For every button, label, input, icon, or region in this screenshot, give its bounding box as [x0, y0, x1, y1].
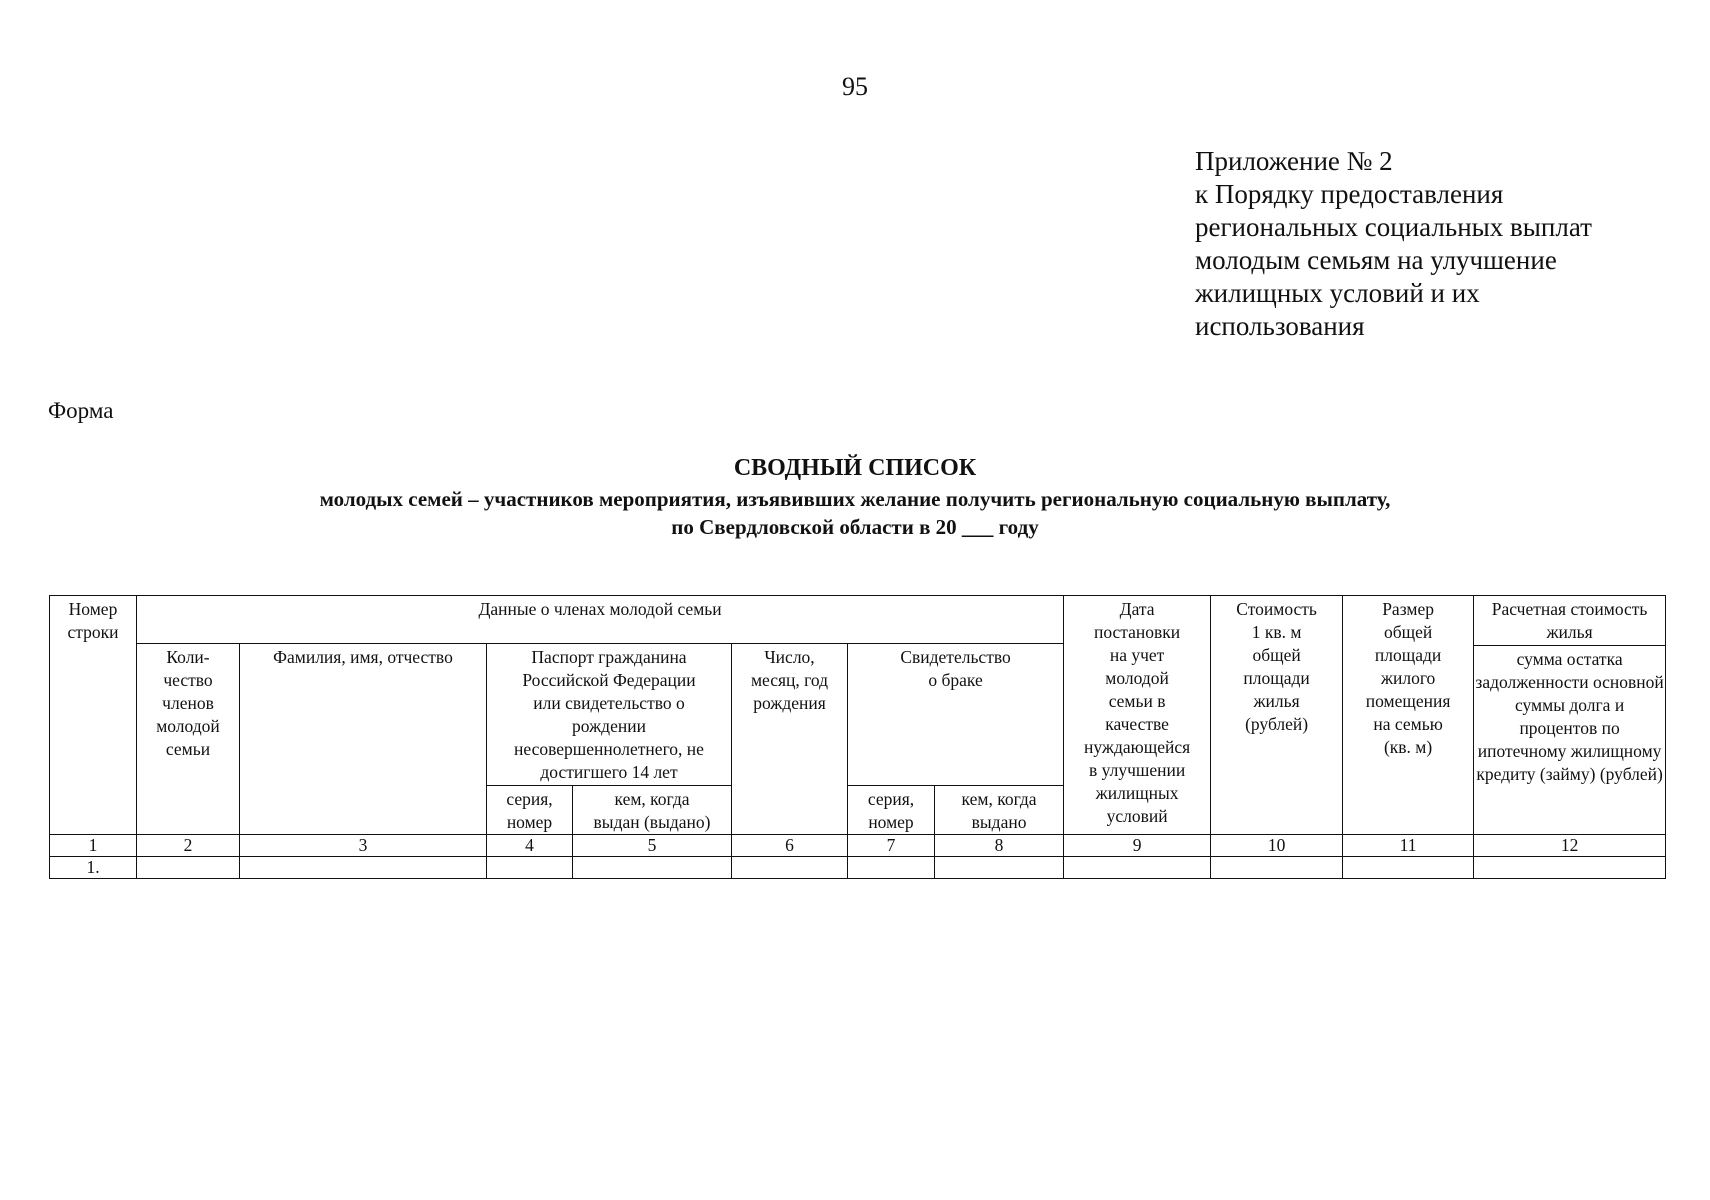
column-number: 6	[732, 835, 848, 857]
table-row	[50, 857, 1666, 879]
registration-date-cell[interactable]	[1064, 857, 1211, 879]
appendix-line: региональных социальных выплат	[1195, 212, 1592, 242]
appendix-note	[1195, 145, 1592, 343]
header-estimated-cost	[1474, 596, 1666, 835]
header-family-data: Данные о членах молодой семьи	[137, 596, 1064, 644]
column-number: 5	[573, 835, 732, 857]
subtitle-line-1: молодых семей – участников мероприятия, изъявивших желание получить региональную социальную выплату,	[319, 487, 1391, 511]
header-member-count: Коли- чество членов молодой семьи	[137, 644, 240, 835]
header-row-number: Номер строки	[50, 596, 137, 835]
column-number: 1	[50, 835, 137, 857]
column-number: 9	[1064, 835, 1211, 857]
column-number-row	[50, 835, 1666, 857]
debt-balance-label: сумма остатка задолженности основной суммы долга и процентов по ипотечному жилищному кредиту (займу) (рублей)	[1475, 649, 1664, 784]
marriage-series-cell[interactable]	[848, 857, 935, 879]
header-area-size: Размер общей площади жилого помещения на семью (кв. м)	[1343, 596, 1474, 835]
column-number: 7	[848, 835, 935, 857]
header-passport-issued: кем, когда выдан (выдано)	[573, 786, 732, 835]
appendix-line: к Порядку предоставления	[1195, 179, 1504, 209]
birth-date-cell[interactable]	[732, 857, 848, 879]
appendix-line: молодым семьям на улучшение	[1195, 245, 1557, 275]
header-row-1	[50, 596, 1666, 644]
document-title: СВОДНЫЙ СПИСОК	[733, 455, 977, 481]
estimated-cost-cell[interactable]	[1474, 857, 1666, 879]
column-number: 4	[487, 835, 573, 857]
full-name-cell[interactable]	[240, 857, 487, 879]
subtitle-line-2: по Свердловской области в 20 ___ году	[671, 515, 1039, 539]
passport-issued-cell[interactable]	[573, 857, 732, 879]
column-number: 11	[1343, 835, 1474, 857]
header-cost-per-sqm: Стоимость 1 кв. м общей площади жилья (рублей)	[1211, 596, 1343, 835]
form-label: Форма	[48, 398, 114, 423]
cost-per-sqm-cell[interactable]	[1211, 857, 1343, 879]
column-number: 2	[137, 835, 240, 857]
header-passport-series: серия, номер	[487, 786, 573, 835]
member-count-cell[interactable]	[137, 857, 240, 879]
appendix-line: жилищных условий и их	[1195, 278, 1480, 308]
appendix-line: Приложение № 2	[1195, 146, 1393, 176]
header-marriage-series: серия, номер	[848, 786, 935, 835]
area-size-cell[interactable]	[1343, 857, 1474, 879]
marriage-issued-cell[interactable]	[935, 857, 1064, 879]
column-number: 3	[240, 835, 487, 857]
column-number: 10	[1211, 835, 1343, 857]
header-marriage-certificate: Свидетельство о браке	[848, 644, 1064, 786]
header-registration-date: Дата постановки на учет молодой семьи в качестве нуждающейся в улучшении жилищных условий	[1064, 596, 1211, 835]
header-passport: Паспорт гражданина Российской Федерации или свидетельство о рождении несовершеннолетнего, не достигшего 14 лет	[487, 644, 732, 786]
passport-series-cell[interactable]	[487, 857, 573, 879]
header-full-name: Фамилия, имя, отчество	[240, 644, 487, 835]
row-number-cell: 1.	[50, 857, 137, 879]
column-number: 12	[1474, 835, 1666, 857]
page-number: 95	[842, 72, 868, 101]
header-birth-date: Число, месяц, год рождения	[732, 644, 848, 835]
estimated-cost-label: Расчетная стоимость жилья	[1474, 596, 1666, 646]
appendix-line: использования	[1195, 311, 1365, 341]
summary-list-table	[49, 595, 1666, 879]
header-marriage-issued: кем, когда выдано	[935, 786, 1064, 835]
column-number: 8	[935, 835, 1064, 857]
document-subtitle	[0, 485, 1710, 541]
